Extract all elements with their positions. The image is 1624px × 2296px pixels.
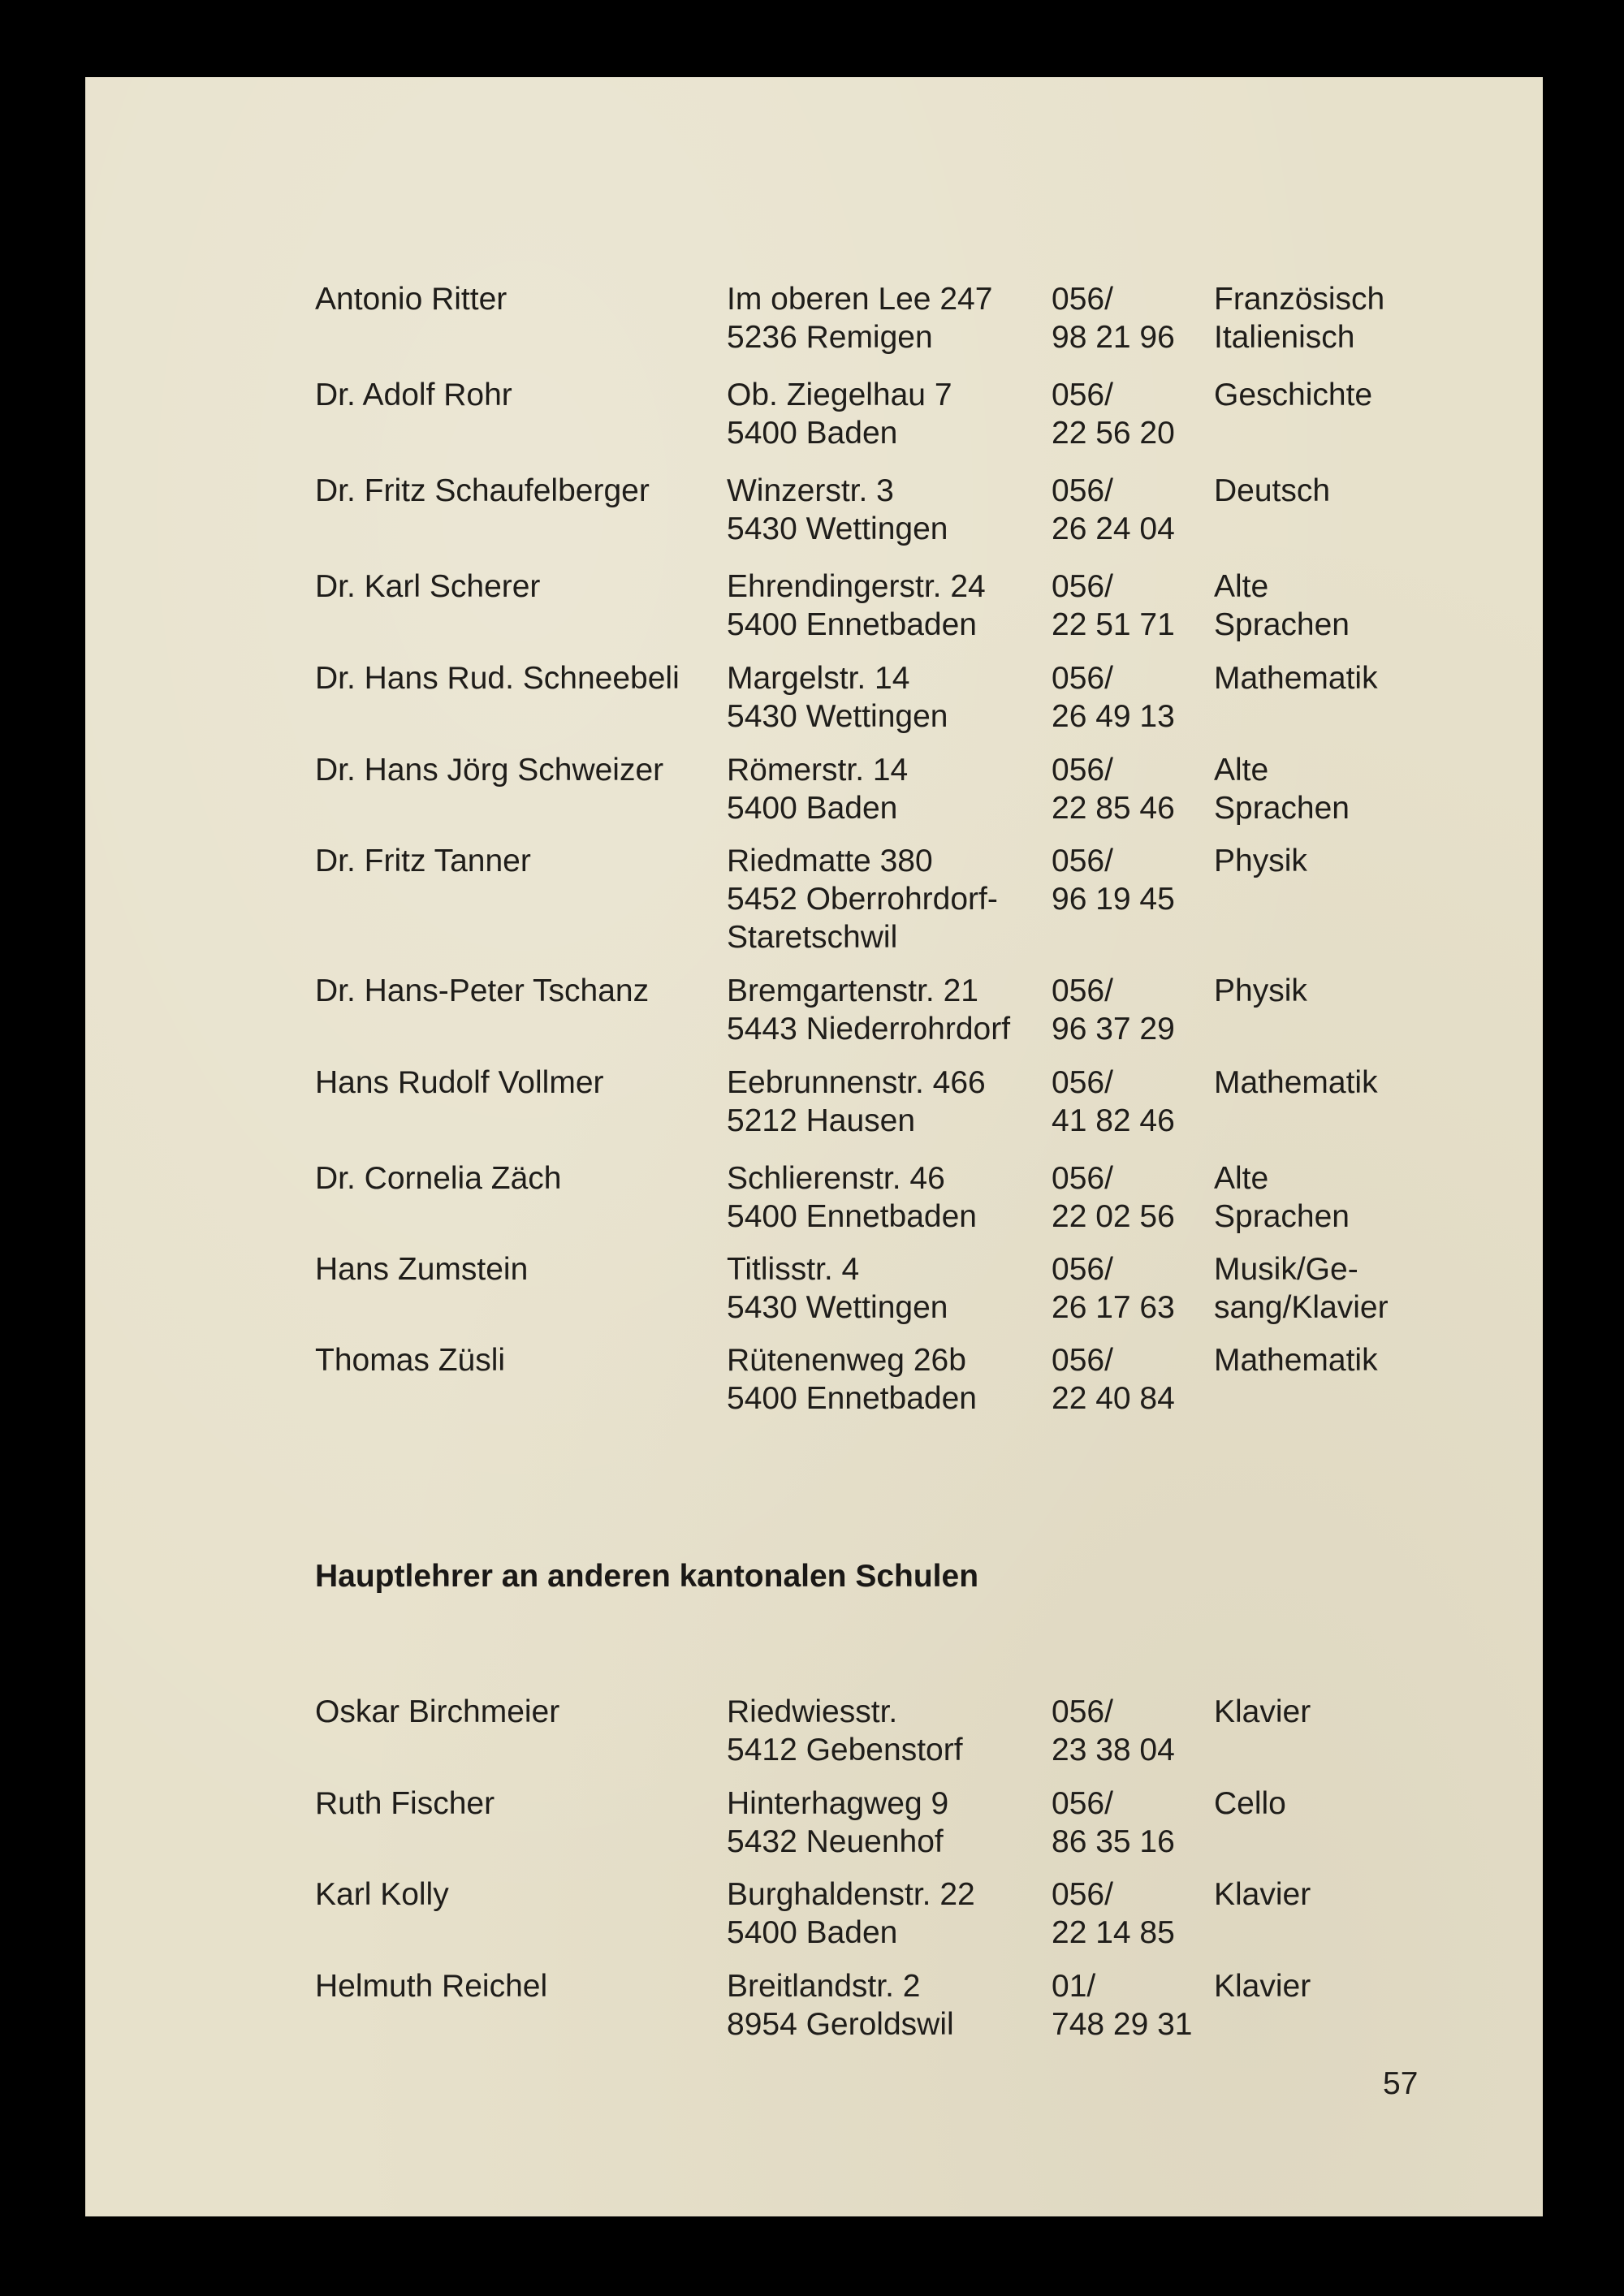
- phone-number: 26 49 13: [1052, 699, 1175, 734]
- teacher-name: Hans Zumstein: [315, 1252, 529, 1287]
- teacher-name: Oskar Birchmeier: [315, 1694, 560, 1729]
- street: Römerstr. 14: [727, 753, 909, 788]
- address: [727, 472, 948, 548]
- subject: [1214, 568, 1350, 644]
- city: 5400 Baden: [727, 416, 898, 451]
- teacher-name: Dr. Hans-Peter Tschanz: [315, 973, 650, 1008]
- subject-line-1: Alte: [1214, 753, 1269, 788]
- street: Ob. Ziegelhau 7: [727, 378, 952, 412]
- phone-number: 96 19 45: [1052, 882, 1175, 917]
- list-item: [85, 568, 1543, 649]
- subject-line-2: Sprachen: [1214, 1199, 1350, 1234]
- list-item: [85, 751, 1543, 832]
- street: Schlierenstr. 46: [727, 1161, 945, 1196]
- phone: [1052, 376, 1175, 452]
- city: 5400 Ennetbaden: [727, 1381, 977, 1416]
- subject-line-1: Alte: [1214, 1161, 1269, 1196]
- phone-number: 22 85 46: [1052, 791, 1175, 826]
- phone: [1052, 1693, 1175, 1769]
- list-item: [85, 972, 1543, 1053]
- city: 5432 Neuenhof: [727, 1824, 944, 1859]
- phone-number: 22 40 84: [1052, 1381, 1175, 1416]
- teacher-name: Dr. Hans Jörg Schweizer: [315, 753, 664, 788]
- phone-number: 86 35 16: [1052, 1824, 1175, 1859]
- subject-line-1: Klavier: [1214, 1694, 1311, 1729]
- area-code: 056/: [1052, 473, 1113, 508]
- address: [727, 1693, 963, 1769]
- city: 5400 Ennetbaden: [727, 1199, 977, 1234]
- list-item: [85, 1785, 1543, 1866]
- subject-line-1: Französisch: [1214, 282, 1385, 317]
- street: Ehrendingerstr. 24: [727, 569, 986, 604]
- city: 5430 Wettingen: [727, 699, 948, 734]
- address: [727, 1785, 948, 1861]
- subject: [1214, 472, 1330, 510]
- list-item: [85, 1159, 1543, 1241]
- city: 5400 Baden: [727, 791, 898, 826]
- phone-number: 26 17 63: [1052, 1290, 1175, 1325]
- phone: [1052, 1341, 1175, 1418]
- address: [727, 1967, 954, 2044]
- city-continued: Staretschwil: [727, 920, 898, 955]
- street: Rütenenweg 26b: [727, 1343, 966, 1378]
- area-code: 056/: [1052, 1877, 1113, 1912]
- phone-number: 748 29 31: [1052, 2007, 1193, 2042]
- area-code: 056/: [1052, 1065, 1113, 1100]
- subject: [1214, 751, 1350, 827]
- address: [727, 1159, 977, 1236]
- address: [727, 568, 986, 644]
- phone: [1052, 1250, 1175, 1327]
- area-code: 056/: [1052, 753, 1113, 788]
- subject-line-1: Cello: [1214, 1786, 1286, 1821]
- city: 5236 Remigen: [727, 320, 933, 355]
- subject-line-1: Mathematik: [1214, 1343, 1378, 1378]
- city: 5400 Ennetbaden: [727, 607, 977, 642]
- list-item: [85, 842, 1543, 964]
- phone: [1052, 751, 1175, 827]
- page-number: 57: [1383, 2066, 1419, 2101]
- street: Breitlandstr. 2: [727, 1969, 921, 2004]
- city: 5430 Wettingen: [727, 511, 948, 546]
- area-code: 056/: [1052, 661, 1113, 696]
- subject-line-1: Mathematik: [1214, 661, 1378, 696]
- subject: [1214, 1159, 1350, 1236]
- document-page: [85, 77, 1543, 2216]
- city: 5452 Oberrohrdorf-: [727, 882, 998, 917]
- address: [727, 1064, 986, 1140]
- phone-number: 22 14 85: [1052, 1915, 1175, 1950]
- subject: [1214, 1341, 1378, 1379]
- phone: [1052, 1064, 1175, 1140]
- list-item: [85, 659, 1543, 740]
- subject-line-2: Sprachen: [1214, 791, 1350, 826]
- teacher-name: Karl Kolly: [315, 1877, 449, 1912]
- address: [727, 1875, 975, 1952]
- list-item: [85, 280, 1543, 361]
- subject: [1214, 659, 1378, 697]
- teacher-name: Hans Rudolf Vollmer: [315, 1065, 604, 1100]
- phone-number: 22 56 20: [1052, 416, 1175, 451]
- phone: [1052, 972, 1175, 1048]
- area-code: 056/: [1052, 282, 1113, 317]
- address: [727, 1250, 948, 1327]
- subject: [1214, 1967, 1311, 2005]
- list-item: [85, 1967, 1543, 2048]
- phone: [1052, 1785, 1175, 1861]
- street: Margelstr. 14: [727, 661, 910, 696]
- city: 5400 Baden: [727, 1915, 898, 1950]
- area-code: 056/: [1052, 1343, 1113, 1378]
- area-code: 056/: [1052, 844, 1113, 878]
- list-item: [85, 1875, 1543, 1957]
- subject-line-1: Alte: [1214, 569, 1269, 604]
- city: 5212 Hausen: [727, 1103, 916, 1138]
- subject: [1214, 972, 1307, 1010]
- street: Bremgartenstr. 21: [727, 973, 978, 1008]
- area-code: 01/: [1052, 1969, 1096, 2004]
- subject-line-1: Deutsch: [1214, 473, 1331, 508]
- address: [727, 659, 948, 736]
- subject: [1214, 1785, 1286, 1823]
- phone: [1052, 1159, 1175, 1236]
- address: [727, 751, 908, 827]
- street: Hinterhagweg 9: [727, 1786, 949, 1821]
- subject-line-1: Musik/Ge-: [1214, 1252, 1358, 1287]
- phone: [1052, 280, 1175, 356]
- subject-line-1: Geschichte: [1214, 378, 1373, 412]
- area-code: 056/: [1052, 1694, 1113, 1729]
- city: 5412 Gebenstorf: [727, 1733, 963, 1767]
- section-heading: Hauptlehrer an anderen kantonalen Schulen: [315, 1559, 979, 1594]
- city: 5443 Niederrohrdorf: [727, 1012, 1011, 1047]
- list-item: [85, 1693, 1543, 1774]
- teacher-name: Dr. Hans Rud. Schneebeli: [315, 661, 680, 696]
- teacher-name: Dr. Karl Scherer: [315, 569, 541, 604]
- list-item: [85, 472, 1543, 553]
- subject-line-2: Sprachen: [1214, 607, 1350, 642]
- phone: [1052, 659, 1175, 736]
- list-item: [85, 1064, 1543, 1145]
- address: [727, 1341, 977, 1418]
- teacher-name: Dr. Adolf Rohr: [315, 378, 512, 412]
- area-code: 056/: [1052, 1252, 1113, 1287]
- subject: [1214, 842, 1307, 880]
- subject: [1214, 1693, 1311, 1731]
- subject-line-2: Italienisch: [1214, 320, 1355, 355]
- area-code: 056/: [1052, 569, 1113, 604]
- address: [727, 280, 992, 356]
- phone: [1052, 1967, 1193, 2044]
- teacher-name: Dr. Fritz Tanner: [315, 844, 531, 878]
- phone-number: 26 24 04: [1052, 511, 1175, 546]
- subject-line-1: Physik: [1214, 973, 1307, 1008]
- list-item: [85, 376, 1543, 457]
- address: [727, 842, 998, 956]
- area-code: 056/: [1052, 1786, 1113, 1821]
- phone: [1052, 568, 1175, 644]
- city: 5430 Wettingen: [727, 1290, 948, 1325]
- subject-line-1: Klavier: [1214, 1969, 1311, 2004]
- phone-number: 41 82 46: [1052, 1103, 1175, 1138]
- teacher-name: Dr. Cornelia Zäch: [315, 1161, 562, 1196]
- phone-number: 22 02 56: [1052, 1199, 1175, 1234]
- subject: [1214, 1875, 1311, 1914]
- street: Riedmatte 380: [727, 844, 933, 878]
- address: [727, 376, 952, 452]
- list-item: [85, 1341, 1543, 1422]
- street: Riedwiesstr.: [727, 1694, 898, 1729]
- subject-line-1: Klavier: [1214, 1877, 1311, 1912]
- list-item: [85, 1250, 1543, 1331]
- phone: [1052, 1875, 1175, 1952]
- subject-line-2: sang/Klavier: [1214, 1290, 1389, 1325]
- area-code: 056/: [1052, 973, 1113, 1008]
- street: Titlisstr. 4: [727, 1252, 860, 1287]
- area-code: 056/: [1052, 378, 1113, 412]
- phone: [1052, 842, 1175, 918]
- teacher-name: Ruth Fischer: [315, 1786, 495, 1821]
- area-code: 056/: [1052, 1161, 1113, 1196]
- phone-number: 96 37 29: [1052, 1012, 1175, 1047]
- subject: [1214, 1250, 1389, 1327]
- teacher-name: Thomas Züsli: [315, 1343, 506, 1378]
- city: 8954 Geroldswil: [727, 2007, 954, 2042]
- teacher-name: Dr. Fritz Schaufelberger: [315, 473, 650, 508]
- phone-number: 22 51 71: [1052, 607, 1175, 642]
- teacher-name: Helmuth Reichel: [315, 1969, 548, 2004]
- subject-line-1: Physik: [1214, 844, 1307, 878]
- subject-line-1: Mathematik: [1214, 1065, 1378, 1100]
- street: Im oberen Lee 247: [727, 282, 993, 317]
- street: Burghaldenstr. 22: [727, 1877, 975, 1912]
- phone-number: 23 38 04: [1052, 1733, 1175, 1767]
- phone: [1052, 472, 1175, 548]
- street: Winzerstr. 3: [727, 473, 894, 508]
- address: [727, 972, 1010, 1048]
- phone-number: 98 21 96: [1052, 320, 1175, 355]
- subject: [1214, 1064, 1378, 1102]
- teacher-name: Antonio Ritter: [315, 282, 508, 317]
- subject: [1214, 280, 1384, 356]
- street: Eebrunnenstr. 466: [727, 1065, 986, 1100]
- subject: [1214, 376, 1372, 414]
